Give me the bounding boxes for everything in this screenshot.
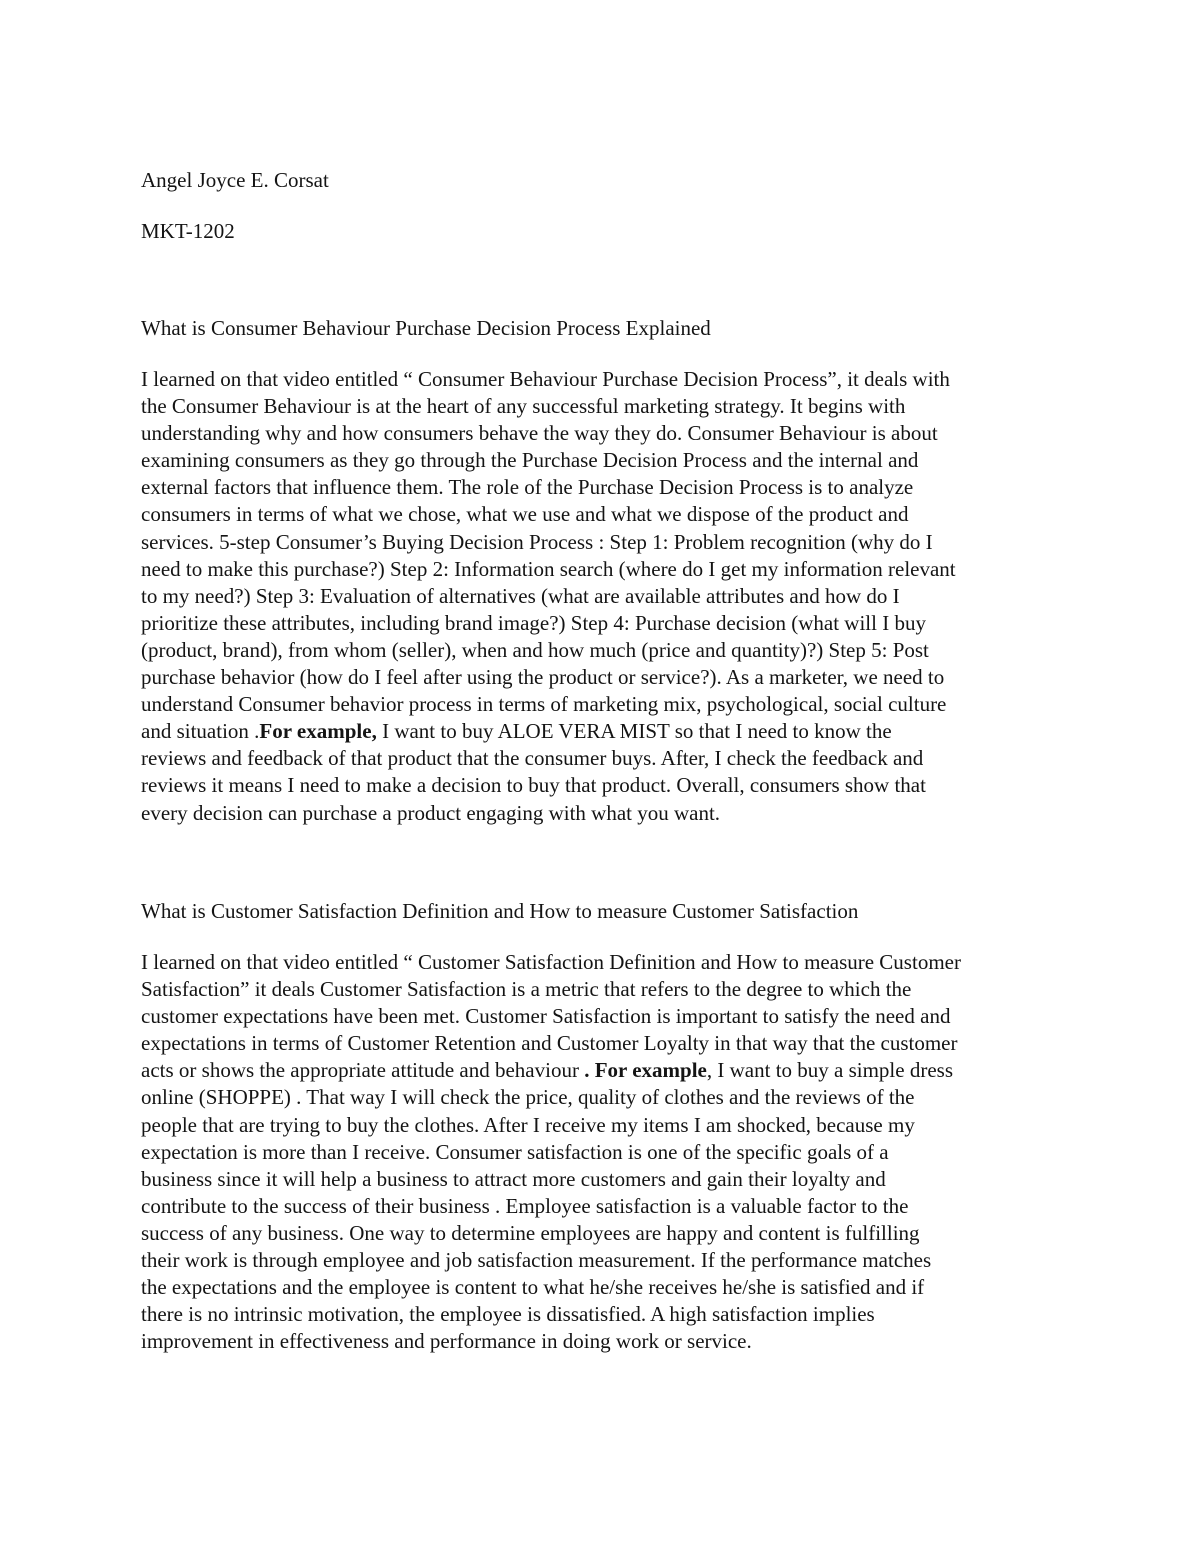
paragraph-line: consumers in terms of what we chose, what we use and what we dispose of the product and [141,502,909,527]
paragraph-line: the Consumer Behaviour is at the heart of any successful marketing strategy. It begins with [141,394,906,419]
course-code: MKT-1202 [141,219,235,243]
paragraph-line: understanding why and how consumers behave the way they do. Consumer Behaviour is about [141,421,938,446]
paragraph-line: contribute to the success of their business . Employee satisfaction is a valuable factor to the [141,1193,909,1218]
paragraph-line: customer expectations have been met. Customer Satisfaction is important to satisfy the need and [141,1004,951,1029]
paragraph-line: understand Consumer behavior process in terms of marketing mix, psychological, social culture [141,692,947,717]
paragraph-line: services. 5-step Consumer’s Buying Decision Process : Step 1: Problem recognition (why do I [141,529,933,554]
bold-example-label: For example, [259,719,377,744]
paragraph-line: (product, brand), from whom (seller), when and how much (price and quantity)?) Step 5: Post [141,637,929,662]
paragraph-line: their work is through employee and job satisfaction measurement. If the performance matches [141,1248,932,1273]
paragraph-line: the expectations and the employee is content to what he/she receives he/she is satisfied and if [141,1275,925,1300]
paragraph-line: improvement in effectiveness and performance in doing work or service. [141,1329,752,1354]
paragraph-customer-satisfaction [141,949,1061,1355]
bold-example-label: . For example [584,1058,707,1083]
paragraph-line: success of any business. One way to determine employees are happy and content is fulfilling [141,1220,920,1245]
paragraph-line: external factors that influence them. The role of the Purchase Decision Process is to analyze [141,475,914,500]
paragraph-line: reviews it means I need to make a decision to buy that product. Overall, consumers show that [141,773,926,798]
paragraph-line: I learned on that video entitled “ Customer Satisfaction Definition and How to measure Customer [141,950,961,974]
paragraph-line: expectations in terms of Customer Retention and Customer Loyalty in that way that the customer [141,1031,958,1056]
paragraph-line-with-example [141,718,1061,745]
text-segment: I want to buy ALOE VERA MIST so that I need to know the [376,719,892,744]
paragraph-line: every decision can purchase a product engaging with what you want. [141,800,721,825]
paragraph-line: to my need?) Step 3: Evaluation of alternatives (what are available attributes and how do I [141,583,900,608]
paragraph-line: need to make this purchase?) Step 2: Information search (where do I get my information relevant [141,556,956,581]
paragraph-line: people that are trying to buy the clothes. After I receive my items I am shocked, because my [141,1112,915,1137]
paragraph-line: reviews and feedback of that product that the consumer buys. After, I check the feedback and [141,746,924,771]
paragraph-line: expectation is more than I receive. Consumer satisfaction is one of the specific goals of a [141,1139,889,1164]
author-name: Angel Joyce E. Corsat [141,168,329,192]
paragraph-line: online (SHOPPE) . That way I will check the price, quality of clothes and the reviews of the [141,1085,915,1110]
paragraph-line: there is no intrinsic motivation, the employee is dissatisfied. A high satisfaction implies [141,1302,875,1327]
paragraph-line: business since it will help a business to attract more customers and gain their loyalty and [141,1166,886,1191]
paragraph-consumer-behaviour [141,366,1061,827]
paragraph-line-with-example [141,1057,1061,1084]
paragraph-line: Satisfaction” it deals Customer Satisfaction is a metric that refers to the degree to which the [141,977,912,1002]
paragraph-line: examining consumers as they go through the Purchase Decision Process and the internal and [141,448,919,473]
section-title-customer-satisfaction: What is Customer Satisfaction Definition and How to measure Customer Satisfaction [141,899,859,923]
text-segment: , I want to buy a simple dress [706,1058,953,1083]
text-segment: and situation . [141,719,260,744]
paragraph-line: purchase behavior (how do I feel after using the product or service?). As a marketer, we need to [141,665,945,690]
paragraph-line: prioritize these attributes, including brand image?) Step 4: Purchase decision (what will I buy [141,610,926,635]
text-segment: acts or shows the appropriate attitude and behaviour [141,1058,585,1083]
section-title-consumer-behaviour: What is Consumer Behaviour Purchase Decision Process Explained [141,316,711,340]
paragraph-line: I learned on that video entitled “ Consumer Behaviour Purchase Decision Process”, it deals with [141,367,950,391]
